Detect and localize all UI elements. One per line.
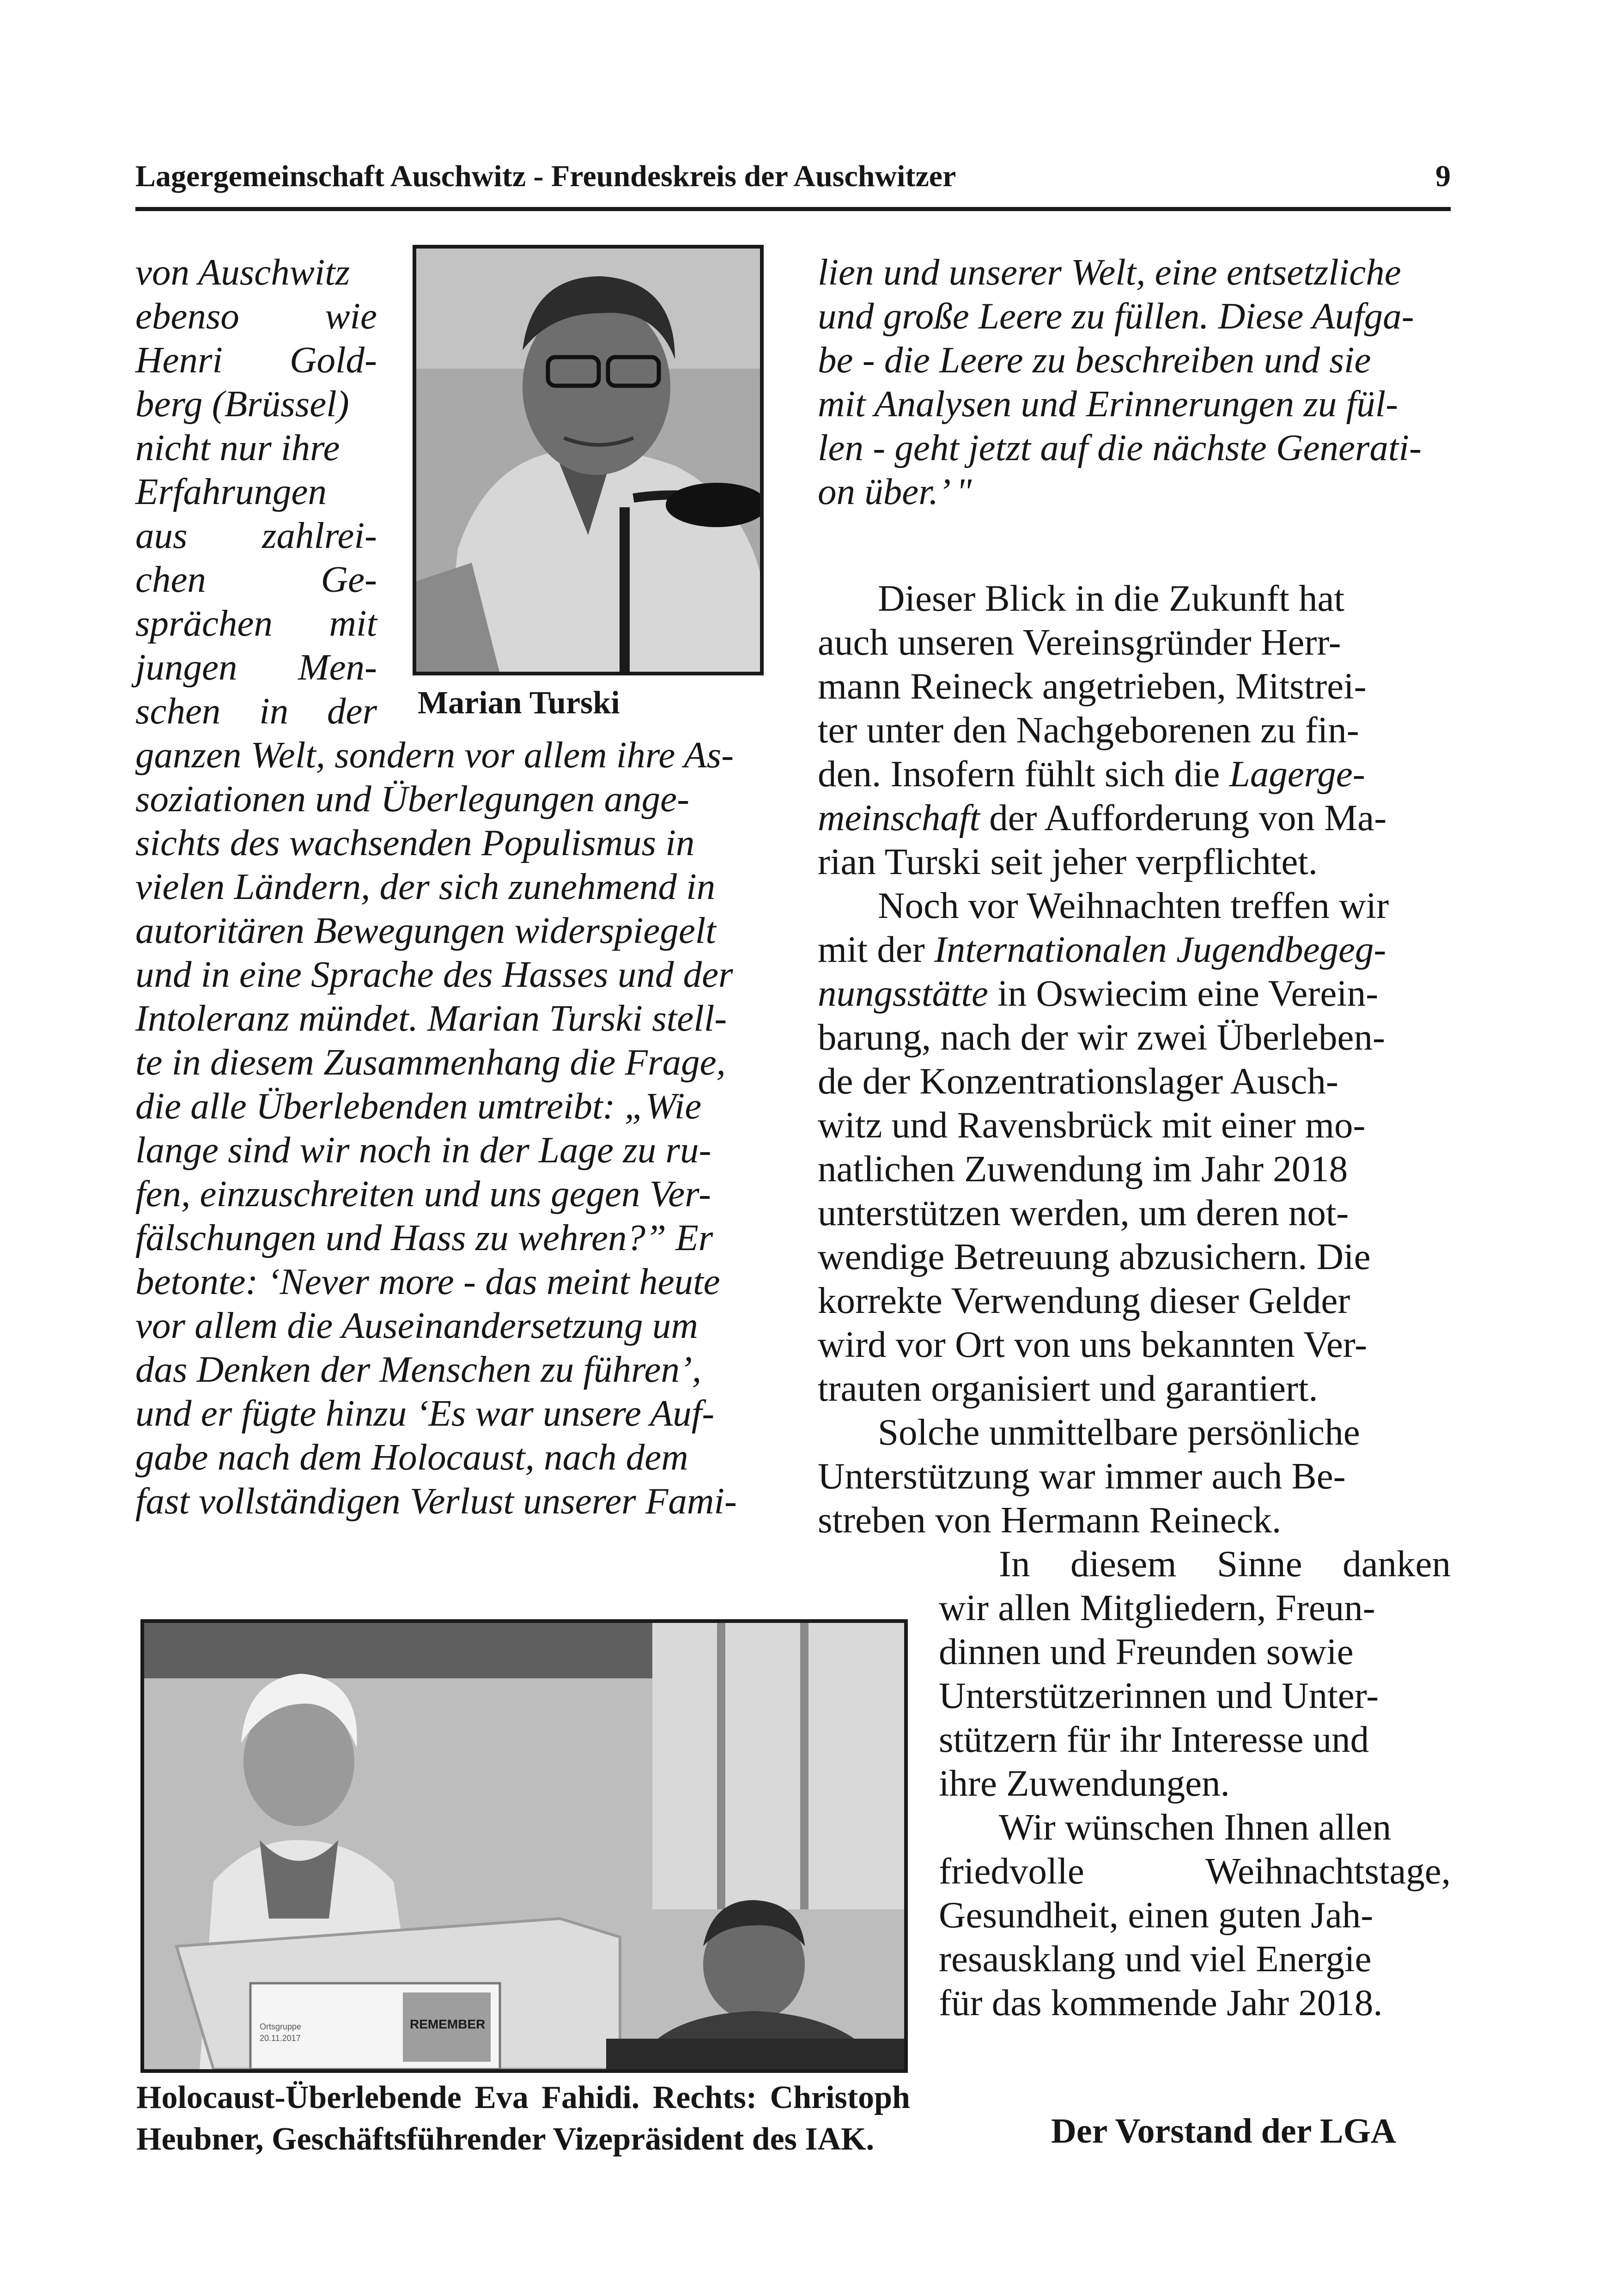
right-line: wendige Betreuung abzusichern. Die (818, 1236, 1371, 1277)
left-short-line: Erfahrungen (135, 471, 327, 512)
left-short-line: berg (Brüssel) (135, 383, 349, 425)
right-quote-line: be - die Leere zu beschreiben und sie (818, 339, 1371, 381)
lectern-sign-small-1: Ortsgruppe (260, 2022, 302, 2031)
photo-marian-turski (413, 245, 764, 675)
narrow-line: Gesundheit, einen guten Jah- (939, 1894, 1374, 1936)
right-quote-line: und große Leere zu füllen. Diese Aufga- (818, 295, 1414, 337)
left-wide-line: vor allem die Auseinandersetzung um (135, 1305, 698, 1346)
left-short-line: von Auschwitz (135, 251, 350, 293)
left-wide-line: und er fügte hinzu ‘Es war unsere Auf- (135, 1392, 715, 1434)
left-short-line: Henri Gold- (135, 339, 377, 381)
left-wide-line: fen, einzuschreiten und uns gegen Ver- (135, 1173, 711, 1215)
narrow-line: In diesem Sinne danken (999, 1543, 1451, 1585)
right-quote-line: len - geht jetzt auf die nächste Generati- (818, 427, 1422, 468)
narrow-line: stützern für ihr Interesse und (939, 1719, 1369, 1760)
right-line: barung, nach der wir zwei Überleben- (818, 1016, 1385, 1058)
left-short-line: chen Ge- (135, 559, 377, 600)
right-line: de der Konzentrationslager Ausch- (818, 1060, 1338, 1102)
left-short-line: jungen Men- (135, 646, 377, 688)
left-short-line: sprächen mit (135, 602, 377, 644)
right-line: streben von Hermann Reineck. (818, 1499, 1282, 1541)
left-wide-line: gabe nach dem Holocaust, nach dem (135, 1436, 688, 1478)
right-line: Solche unmittelbare persönliche (878, 1411, 1360, 1453)
signature: Der Vorstand der LGA (1051, 2112, 1396, 2150)
lectern-sign-small-2: 20.11.2017 (260, 2034, 301, 2043)
left-wide-line: soziationen und Überlegungen ange- (135, 778, 690, 820)
left-wide-line: fälschungen und Hass zu wehren?” Er (135, 1217, 713, 1258)
left-wide-line: das Denken der Menschen zu führen’, (135, 1348, 702, 1390)
header-title: Lagergemeinschaft Auschwitz - Freundeskreis der Auschwitzer (135, 159, 956, 193)
right-line: Unterstützung war immer auch Be- (818, 1455, 1346, 1497)
right-line: korrekte Verwendung dieser Gelder (818, 1280, 1350, 1321)
left-wide-line: lange sind wir noch in der Lage zu ru- (135, 1129, 711, 1171)
right-line: unterstützen werden, um deren not- (818, 1192, 1349, 1233)
right-line: mit der Internationalen Jugendbegeg- (818, 929, 1386, 970)
right-line: witz und Ravensbrück mit einer mo- (818, 1104, 1366, 1146)
right-line: rian Turski seit jeher verpflichtet. (818, 841, 1318, 882)
left-wide-line: betonte: ‘Never more - das meint heute (135, 1261, 720, 1302)
right-quote-line: on über.’ " (818, 471, 972, 512)
right-line: nungsstätte in Oswiecim eine Verein- (818, 972, 1379, 1014)
narrow-line: für das kommende Jahr 2018. (939, 1982, 1383, 2023)
right-line: mann Reineck angetrieben, Mitstrei- (818, 665, 1367, 707)
left-wide-line: fast vollständigen Verlust unserer Fami- (135, 1480, 737, 1522)
caption-fahidi-line: Holocaust-Überlebende Eva Fahidi. Rechts: Christoph (136, 2080, 910, 2115)
left-short-line: ebenso wie (135, 295, 377, 337)
right-line: ter unter den Nachgeborenen zu fin- (818, 709, 1359, 751)
left-wide-line: und in eine Sprache des Hasses und der (135, 954, 733, 995)
page-number: 9 (1435, 159, 1451, 193)
left-wide-line: vielen Ländern, der sich zunehmend in (135, 866, 716, 907)
narrow-line: wir allen Mitgliedern, Freun- (939, 1587, 1375, 1628)
photo-fahidi-illustration (144, 1623, 904, 2069)
lectern-sign-text: REMEMBER (410, 2017, 486, 2031)
right-quote-line: lien und unserer Welt, eine entsetzliche (818, 251, 1401, 293)
narrow-line: resausklang und viel Energie (939, 1938, 1372, 1980)
right-line: natlichen Zuwendung im Jahr 2018 (818, 1148, 1348, 1190)
photo-turski-illustration (416, 249, 760, 672)
narrow-line: Wir wünschen Ihnen allen (999, 1806, 1392, 1848)
left-wide-line: sichts des wachsenden Populismus in (135, 822, 695, 863)
narrow-line: ihre Zuwendungen. (939, 1762, 1230, 1804)
narrow-line: dinnen und Freunden sowie (939, 1631, 1354, 1672)
right-line: auch unseren Vereinsgründer Herr- (818, 621, 1341, 663)
right-line: Noch vor Weihnachten treffen wir (878, 885, 1389, 926)
left-wide-line: te in diesem Zusammenhang die Frage, (135, 1041, 726, 1083)
left-short-line: aus zahlrei- (135, 515, 377, 556)
left-wide-line: die alle Überlebenden umtreibt: „Wie (135, 1085, 702, 1127)
right-quote-line: mit Analysen und Erinnerungen zu fül- (818, 383, 1398, 425)
left-short-line: nicht nur ihre (135, 427, 340, 468)
header-rule (135, 207, 1451, 211)
left-wide-line: autoritären Bewegungen widerspiegelt (135, 910, 716, 951)
right-line: den. Insofern fühlt sich die Lagerge- (818, 753, 1365, 795)
right-line: wird vor Ort von uns bekannten Ver- (818, 1324, 1368, 1365)
left-short-line: schen in der (135, 690, 377, 732)
right-line: Dieser Blick in die Zukunft hat (878, 577, 1345, 619)
photo-eva-fahidi (140, 1619, 908, 2073)
left-wide-line: ganzen Welt, sondern vor allem ihre As- (135, 734, 734, 776)
narrow-line: friedvolle Weihnachtstage, (939, 1850, 1451, 1892)
right-line: meinschaft der Aufforderung von Ma- (818, 797, 1387, 838)
caption-fahidi-line: Heubner, Geschäftsführender Vizepräsident des IAK. (136, 2121, 875, 2157)
narrow-line: Unterstützerinnen und Unter- (939, 1675, 1379, 1716)
right-line: trauten organisiert und garantiert. (818, 1367, 1318, 1409)
left-wide-line: Intoleranz mündet. Marian Turski stell- (135, 997, 727, 1039)
caption-marian-turski: Marian Turski (418, 685, 620, 721)
running-header (135, 159, 1451, 193)
